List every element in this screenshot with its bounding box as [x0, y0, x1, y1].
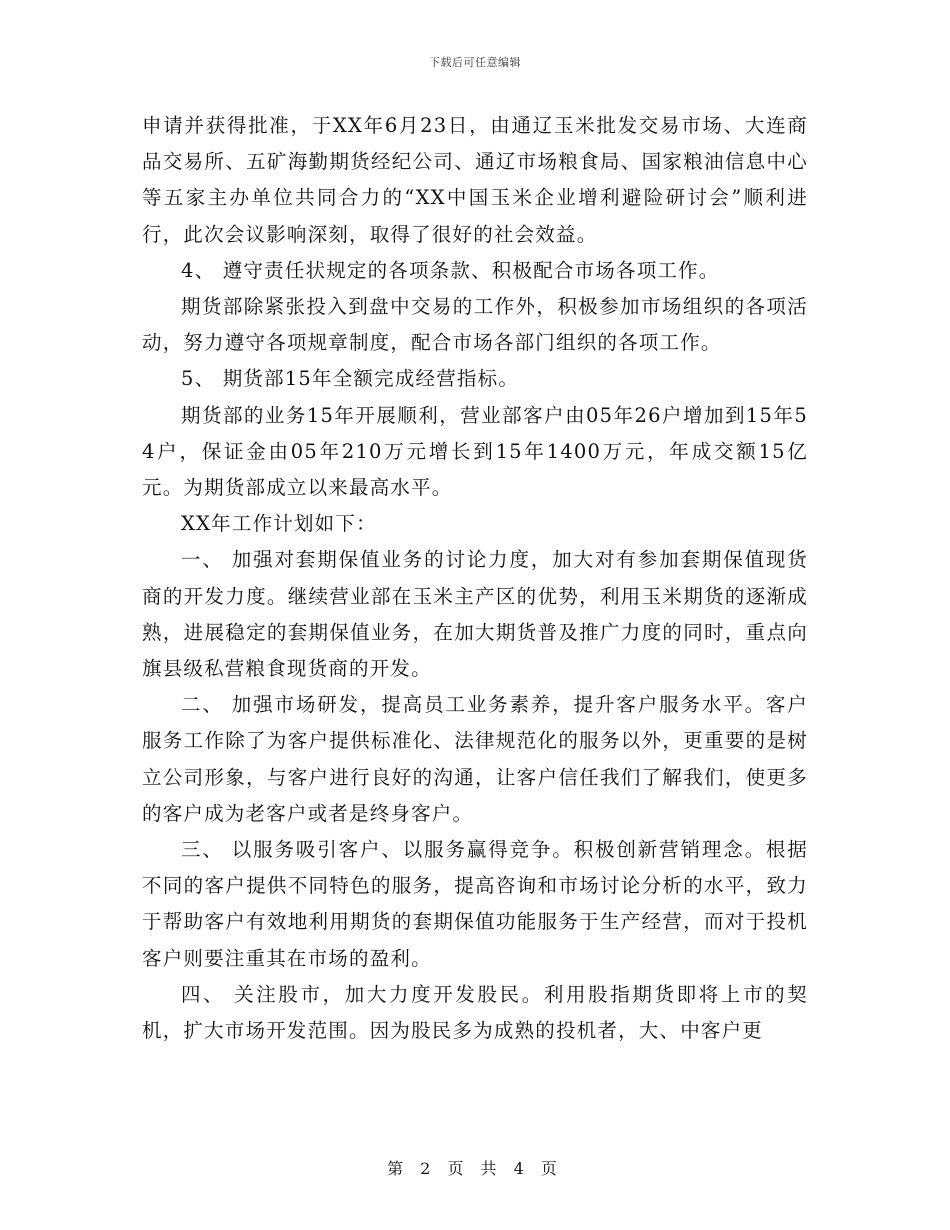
paragraph-9: 三、 以服务吸引客户、以服务赢得竞争。积极创新营销理念。根据不同的客户提供不同特色的服务，提高咨询和市场讨论分析的水平，致力于帮助客户有效地利用期货的套期保值功能服务于生产经营，而对于投机客户则要注重其在市场的盈利。 — [142, 838, 808, 970]
document-body — [142, 108, 808, 1049]
paragraph-8: 二、 加强市场研发，提高员工业务素养，提升客户服务水平。客户服务工作除了为客户提供标准化、法律规范化的服务以外，更重要的是树立公司形象，与客户进行良好的沟通，让客户信任我们了解我们，使更多的客户成为老客户或者是终身客户。 — [142, 693, 808, 825]
paragraph-2: 4、 遵守责任状规定的各项条款、积极配合市场各项工作。 — [181, 258, 720, 282]
paragraph-4: 5、 期货部15年全额完成经营指标。 — [181, 367, 520, 391]
page-number: 第 2 页 共 4 页 — [387, 1159, 563, 1178]
paragraph-6: XX年工作计划如下： — [181, 512, 377, 536]
paragraph-7: 一、 加强对套期保值业务的讨论力度，加大对有参加套期保值现货商的开发力度。继续营业部在玉米主产区的优势，利用玉米期货的逐渐成熟，进展稳定的套期保值业务，在加大期货普及推广力度的同时，重点向旗县级私营粮食现货商的开发。 — [142, 548, 808, 681]
page-header: 下载后可任意编辑 — [429, 56, 521, 69]
paragraph-1: 申请并获得批准，于XX年6月23日，由通辽玉米批发交易市场、大连商品交易所、五矿海勤期货经纪公司、通辽市场粮食局、国家粮油信息中心等五家主办单位共同合力的“XX中国玉米企业增利避险研讨会”顺利进行，此次会议影响深刻，取得了很好的社会效益。 — [142, 114, 808, 246]
paragraph-10: 四、 关注股市，加大力度开发股民。利用股指期货即将上市的契机，扩大市场开发范围。因为股民多为成熟的投机者，大、中客户更 — [142, 982, 808, 1043]
paragraph-3: 期货部除紧张投入到盘中交易的工作外，积极参加市场组织的各项活动，努力遵守各项规章制度，配合市场各部门组织的各项工作。 — [142, 295, 808, 355]
paragraph-5: 期货部的业务15年开展顺利，营业部客户由05年26户增加到15年54户，保证金由05年210万元增长到15年1400万元，年成交额15亿元。为期货部成立以来最高水平。 — [142, 403, 808, 500]
